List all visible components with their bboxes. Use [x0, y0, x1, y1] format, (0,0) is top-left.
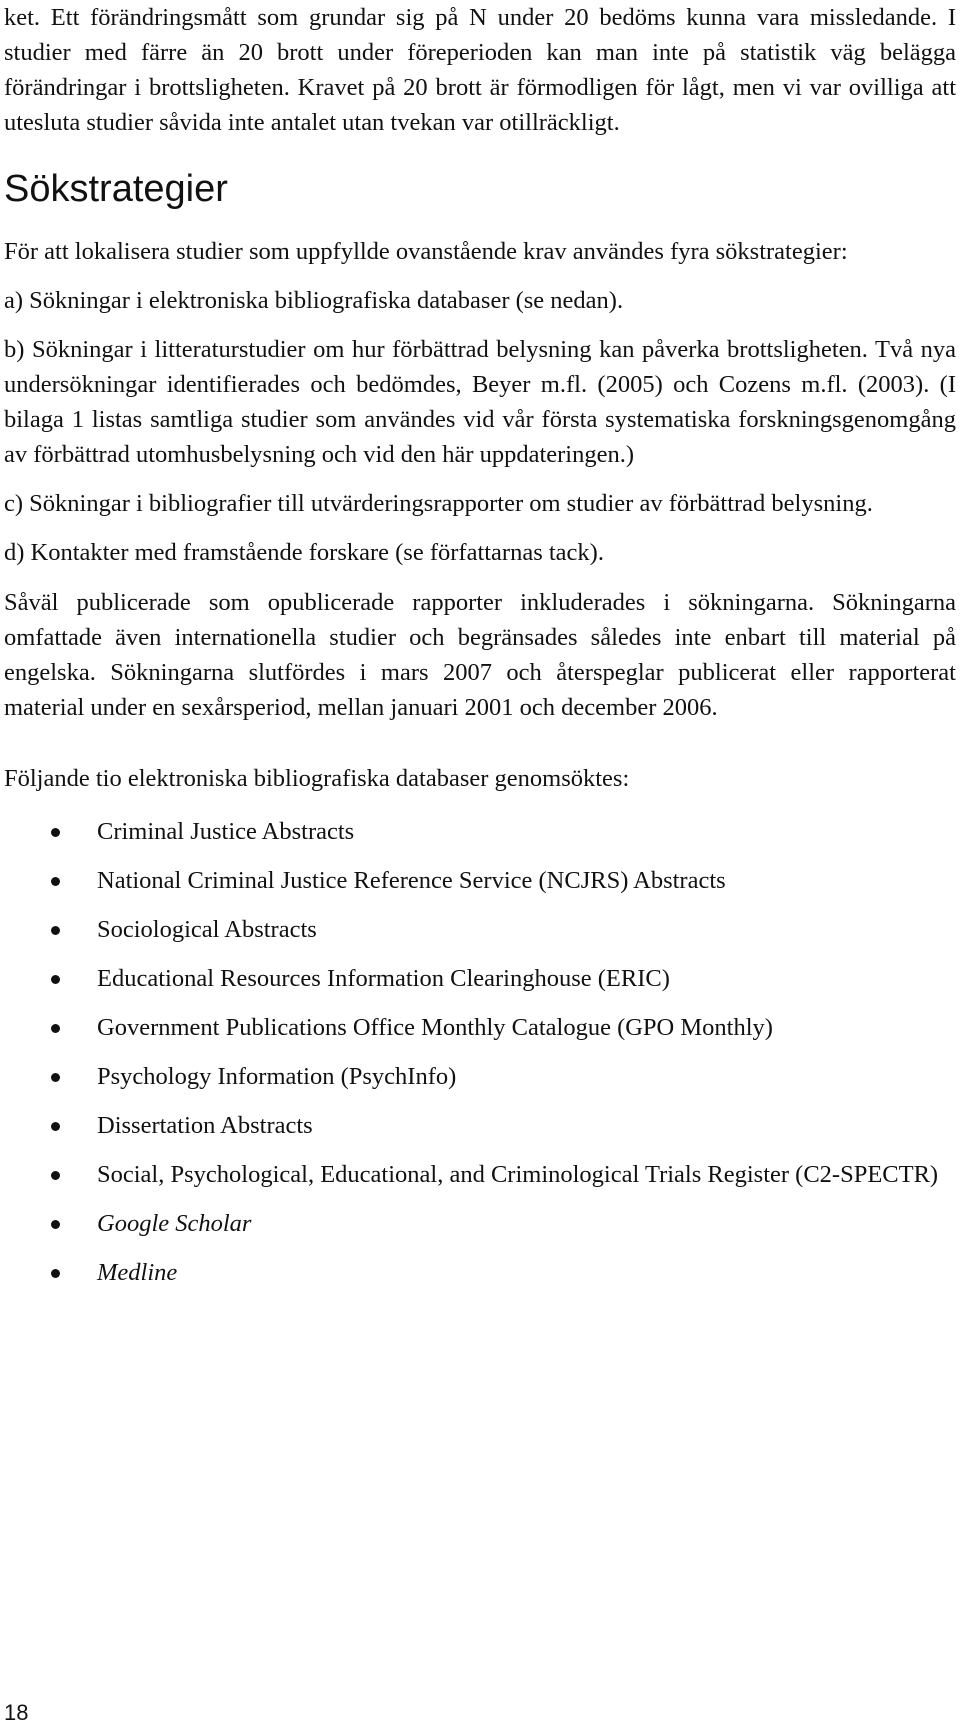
list-item: Government Publications Office Monthly Catalogue (GPO Monthly)	[4, 1010, 956, 1045]
list-item: Social, Psychological, Educational, and Criminological Trials Register (C2-SPECTR)	[4, 1157, 956, 1192]
intro-paragraph: ket. Ett förändringsmått som grundar sig på N under 20 bedöms kunna vara missledande. I studier med färre än 20 brott under föreperioden kan man inte på statistik väg belägga förändringar i brottsligheten. Kravet på 20 brott är förmodligen för lågt, men vi var ovilliga att utesluta studier såvida inte antalet utan tvekan var otillräckligt.	[4, 4, 956, 136]
list-item: Sociological Abstracts	[4, 912, 956, 947]
bullet-icon	[51, 828, 60, 837]
strategy-a: a) Sökningar i elektroniska bibliografiska databaser (se nedan).	[4, 287, 624, 314]
section-heading: Sökstrategier	[4, 168, 228, 210]
strategy-b: b) Sökningar i litteraturstudier om hur förbättrad belysning kan påverka brottsligheten. Två nya undersökningar identifierades och bedömdes, Beyer m.fl. (2005) och Cozens m.fl. (2003). (I bilaga 1 listas samtliga studier som användes vid vår första systematiska forskningsgenomgång av förbättrad utomhusbelysning och vid den här uppdateringen.)	[4, 336, 956, 468]
bullet-icon	[51, 1220, 60, 1229]
list-item: Psychology Information (PsychInfo)	[4, 1059, 956, 1094]
list-item: Medline	[4, 1255, 956, 1290]
search-scope-paragraph: Såväl publicerade som opublicerade rapporter inkluderades i sökningarna. Sökningarna omfattade även internationella studier och begränsades således inte enbart till material på engelska. Sökningarna slutfördes i mars 2007 och återspeglar publicerat eller rapporterat material under en sexårsperiod, mellan januari 2001 och december 2006.	[4, 589, 956, 721]
strategy-intro: För att lokalisera studier som uppfyllde ovanstående krav användes fyra sökstrategier:	[4, 238, 848, 265]
list-item: Dissertation Abstracts	[4, 1108, 956, 1143]
bullet-icon	[51, 975, 60, 984]
bullet-icon	[51, 926, 60, 935]
database-intro: Följande tio elektroniska bibliografiska databaser genomsöktes:	[4, 765, 630, 792]
database-list	[4, 814, 956, 1290]
bullet-icon	[51, 1171, 60, 1180]
bullet-icon	[51, 1073, 60, 1082]
list-item: National Criminal Justice Reference Service (NCJRS) Abstracts	[4, 863, 956, 898]
bullet-icon	[51, 1269, 60, 1278]
list-item: Criminal Justice Abstracts	[4, 814, 956, 849]
document-page	[4, 0, 956, 1304]
bullet-icon	[51, 1024, 60, 1033]
list-item: Google Scholar	[4, 1206, 956, 1241]
list-item: Educational Resources Information Clearinghouse (ERIC)	[4, 961, 956, 996]
bullet-icon	[51, 1122, 60, 1131]
bullet-icon	[51, 877, 60, 886]
strategy-c: c) Sökningar i bibliografier till utvärderingsrapporter om studier av förbättrad belysning.	[4, 490, 873, 517]
strategy-d: d) Kontakter med framstående forskare (se författarnas tack).	[4, 539, 604, 566]
page-number: 18	[4, 1700, 29, 1725]
